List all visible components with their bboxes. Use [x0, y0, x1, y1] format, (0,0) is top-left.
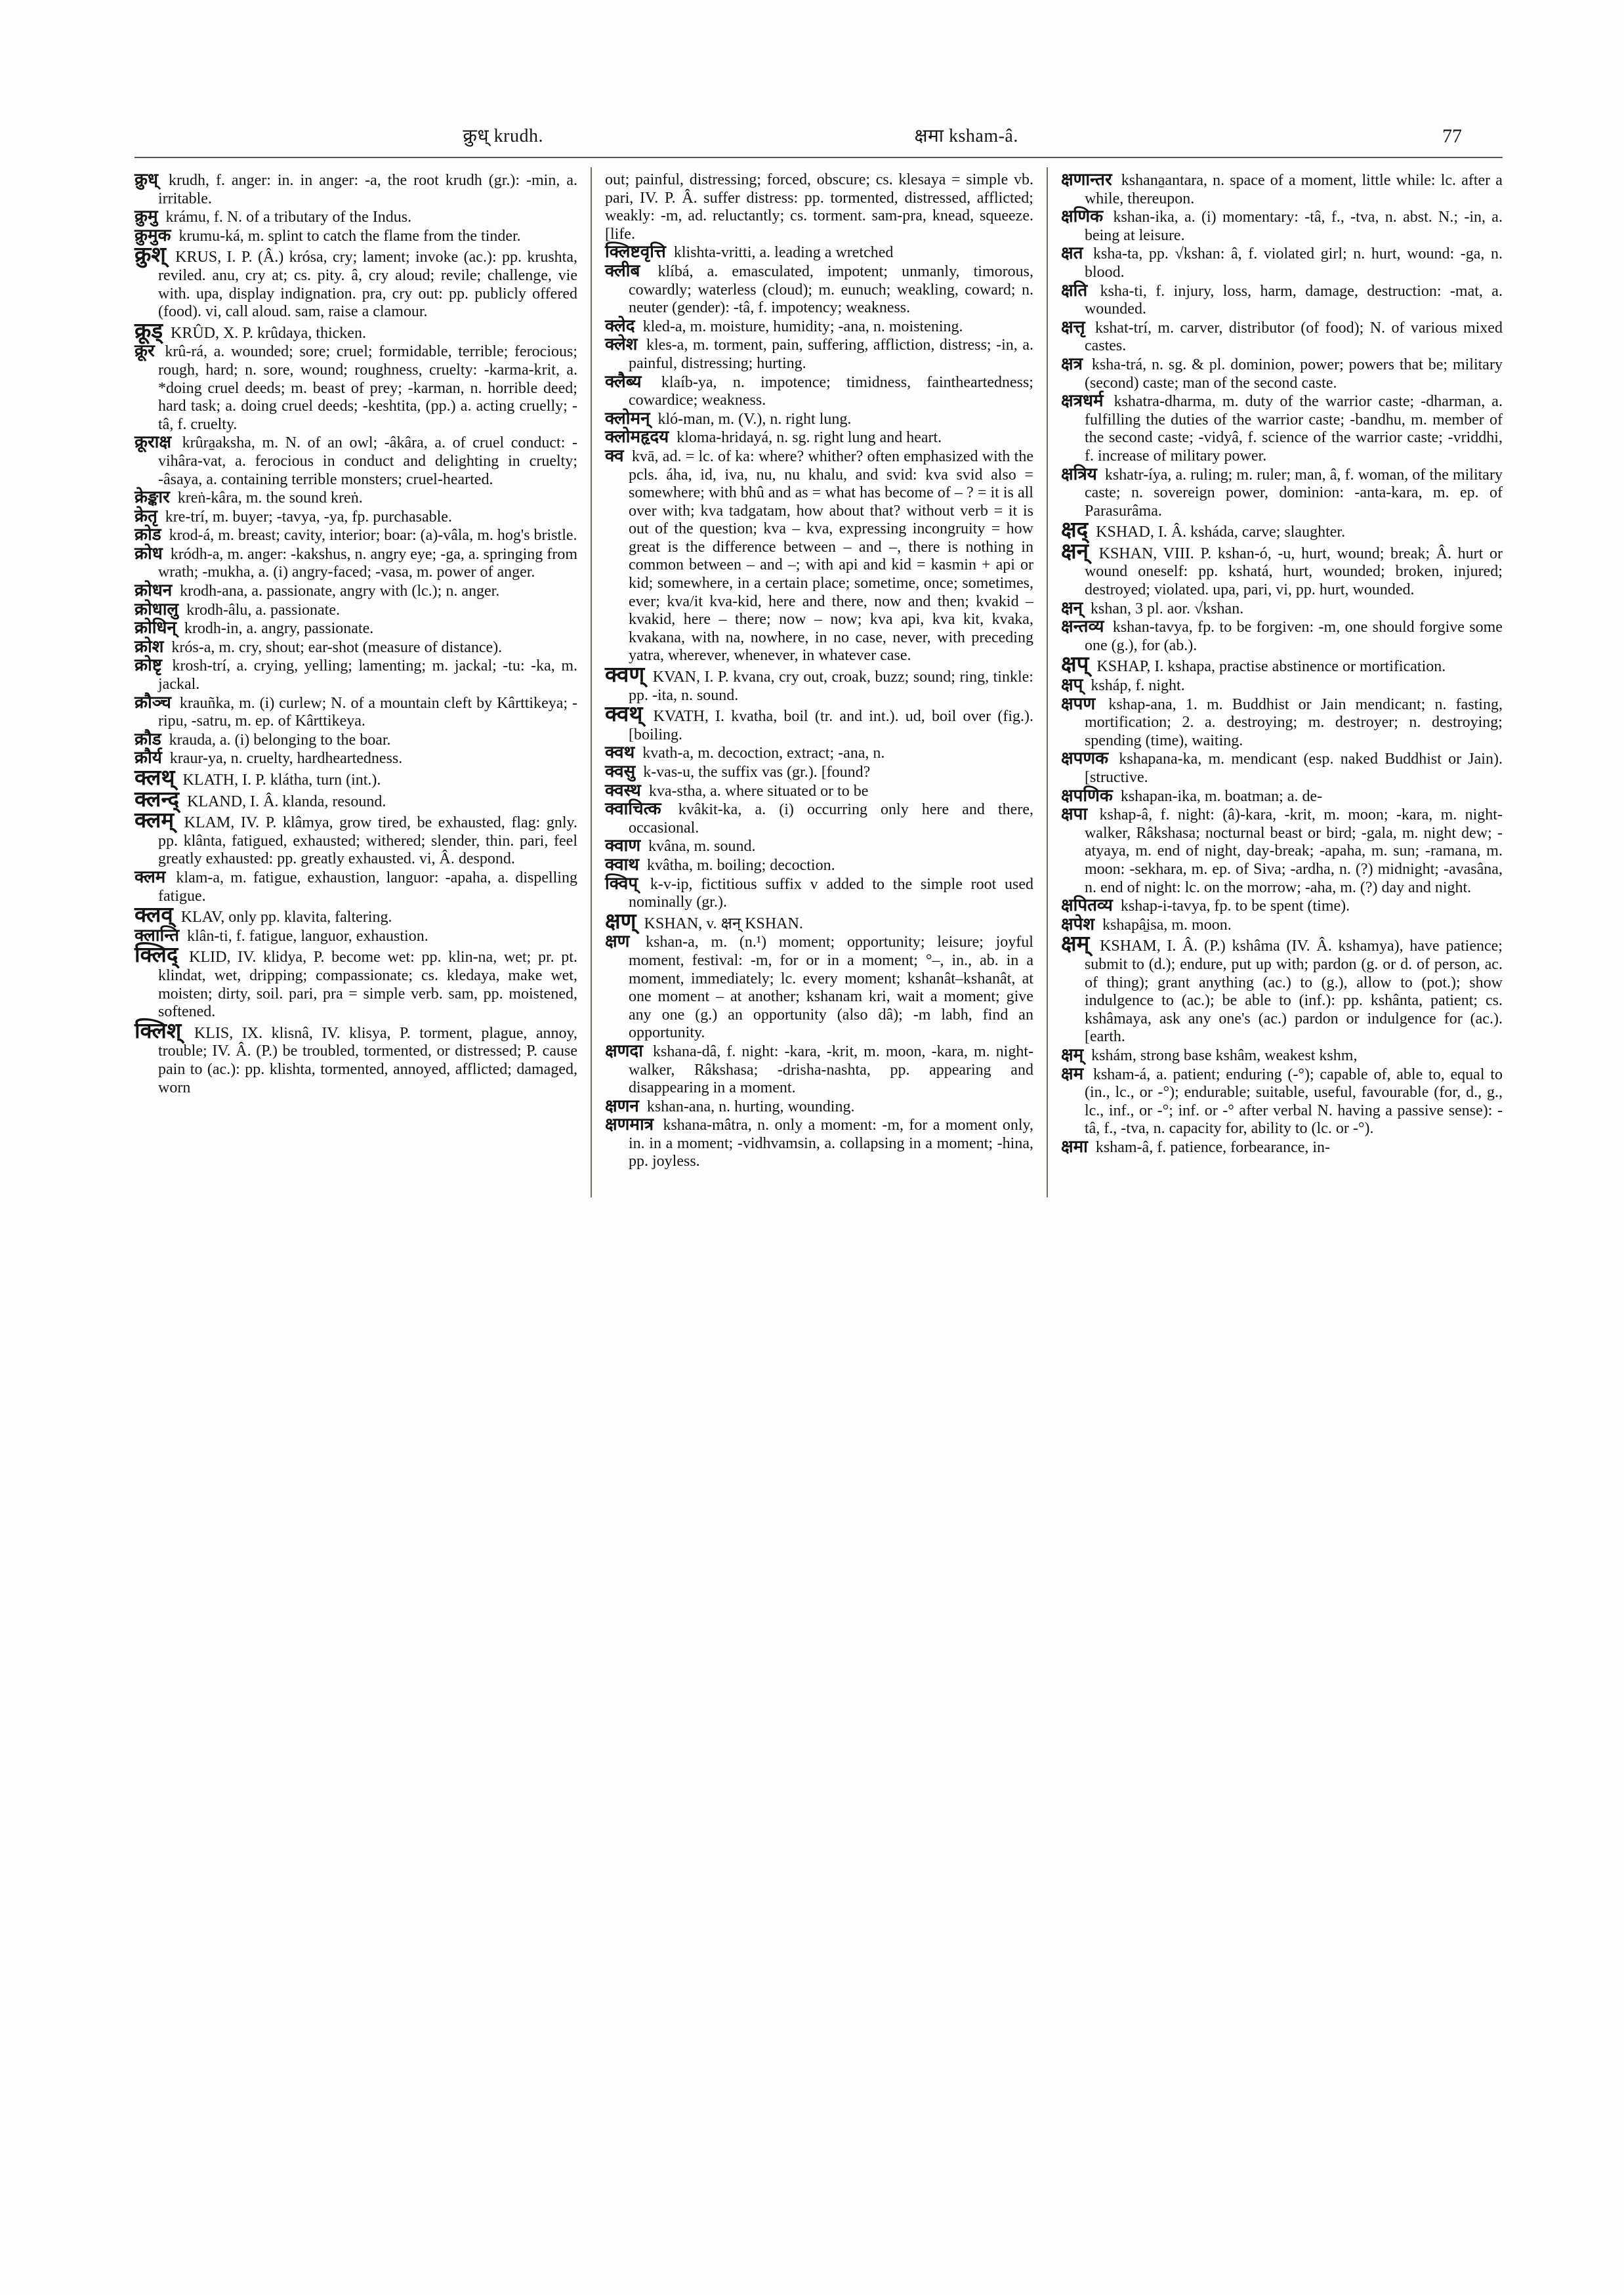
dictionary-entry	[135, 582, 577, 601]
dictionary-entry	[1061, 750, 1503, 787]
headword-devanagari: क्षत्रिय	[1060, 464, 1097, 484]
headword-devanagari: क्वाण	[604, 836, 641, 856]
dictionary-entry	[135, 241, 577, 321]
entry-definition: kshana-mâtra, n. only a moment: -m, for a moment only, in. in a moment; -vidhvamsin, a. collapsing in a moment; -hina, pp. joyless.	[628, 1117, 1033, 1170]
guide-word-right: क्षमा ksham-â.	[914, 126, 1018, 146]
dictionary-entry	[135, 869, 577, 905]
headword-devanagari: क्षण	[604, 932, 630, 952]
entry-definition: klíbá, a. emasculated, impotent; unmanly, timorous, cowardly; waterless (cloud); m. eunuch; weakling, coward; n. neuter (gender): -tâ, f. impotency; weakness.	[628, 262, 1033, 317]
entry-definition: KLAND, I. Â. klanda, resound.	[187, 793, 386, 810]
entry-definition: ksháp, f. night.	[1091, 677, 1185, 695]
headword-devanagari: क्विप्	[604, 873, 638, 894]
entry-definition: kló-man, m. (V.), n. right lung.	[657, 410, 852, 428]
dictionary-entry	[135, 227, 577, 246]
dictionary-entry	[1060, 930, 1503, 1046]
dictionary-entry	[605, 428, 1033, 447]
entry-definition: KLAM, IV. P. klâmya, grow tired, be exhausted, flag: gnly. pp. klânta, fatigued, exhausted; withered; slender, thin. pari, feel greatly exhausted: pp. greatly exhausted. vi, Â. despond.	[158, 814, 577, 868]
headword-devanagari: क्रूर	[135, 341, 155, 362]
dictionary-entry	[135, 208, 577, 227]
headword-devanagari: क्षण्	[604, 907, 636, 934]
headword-devanagari: क्लम	[135, 867, 166, 887]
headword-devanagari: क्वण्	[604, 661, 645, 688]
entry-definition: kshatr-íya, a. ruling; m. ruler; man, â, f. woman, of the military caste; n. sovereign power, dominion: -anta-kara, m. ep. of Parasurâma.	[1084, 466, 1503, 520]
entry-definition: krudh, f. anger: in. in anger: -a, the root krudh (gr.): -min, a. irritable.	[158, 172, 577, 207]
entry-definition: krosh-trí, a. crying, yelling; lamenting; m. jackal; -tu: -ka, m. jackal.	[158, 657, 577, 693]
entry-definition: krauda, a. (i) belonging to the boar.	[169, 731, 391, 749]
entry-definition: kshapana-ka, m. mendicant (esp. naked Buddhist or Jain). [structive.	[1084, 751, 1503, 786]
dictionary-entry	[605, 933, 1033, 1043]
dictionary-entry	[135, 807, 577, 869]
headword-devanagari: क्षपा	[1060, 804, 1088, 825]
dictionary-entry	[135, 508, 577, 527]
dictionary-entry	[605, 744, 1033, 763]
entry-definition: kshapâ̱isa, m. moon.	[1102, 916, 1232, 934]
entry-definition: kva-stha, a. where situated or to be	[648, 782, 869, 800]
headword-devanagari: क्लोमन्	[604, 408, 650, 428]
headword-devanagari: क्वाचित्क	[604, 799, 661, 819]
entry-definition: krodh-âlu, a. passionate.	[186, 601, 340, 619]
headword-devanagari: क्षमा	[1060, 1136, 1088, 1157]
entry-definition: kreṅ-kâra, m. the sound kreṅ.	[177, 489, 363, 507]
headword-devanagari: क्लथ्	[135, 764, 175, 790]
headword-devanagari: क्षपण	[1060, 693, 1096, 714]
dictionary-entry	[605, 856, 1033, 875]
dictionary-entry	[1060, 516, 1503, 543]
headword-devanagari: क्रेङ्कार	[135, 487, 170, 508]
entry-definition: kshan-tavya, fp. to be forgiven: -m, one should forgive some one (g.), for (ab.).	[1084, 619, 1503, 654]
headword-devanagari: क्रौड	[135, 729, 161, 749]
entry-definition: KSHAD, I. Â. ksháda, carve; slaughter.	[1096, 524, 1346, 541]
dictionary-entry	[1061, 392, 1503, 465]
entry-definition: KVATH, I. kvatha, boil (tr. and int.). ud, boil over (fig.). [boiling.	[628, 708, 1033, 743]
headword-devanagari: क्रौर्य	[135, 748, 162, 768]
headword-devanagari: क्षत्तृ	[1060, 317, 1085, 337]
entry-definition: kre-trí, m. buyer; -tavya, -ya, fp. purchasable.	[165, 508, 452, 526]
dictionary-entry	[135, 694, 577, 731]
dictionary-entry	[605, 243, 1033, 262]
dictionary-entry	[604, 661, 1033, 705]
dictionary-entry	[1060, 537, 1503, 600]
dictionary-entry	[135, 749, 577, 768]
headword-devanagari: क्रोश	[135, 636, 164, 657]
dictionary-entry	[1061, 319, 1503, 356]
entry-definition: KLID, IV. klidya, P. become wet: pp. klin-na, wet; pr. pt. klindat, wet, dripping; compassionate; cs. kledaya, make wet, moisten; dirty, soil. pari, pra = simple verb. sam, pp. moistened, softened.	[158, 949, 577, 1021]
dictionary-entry	[604, 701, 1033, 744]
dictionary-entry	[1061, 245, 1503, 281]
entry-definition: ksha-trá, n. sg. & pl. dominion, power; powers that be; military (second) caste; man of the second caste.	[1084, 356, 1503, 392]
guide-word-left: क्रुध् krudh.	[463, 126, 543, 146]
headword-devanagari: क्रोधन	[135, 581, 173, 601]
headword-devanagari: क्षत	[1060, 243, 1083, 264]
header-rule	[135, 157, 1503, 158]
dictionary-entry	[135, 901, 577, 928]
entry-definition: klam-a, m. fatigue, exhaustion, languor: -apaha, a. dispelling fatigue.	[158, 869, 577, 905]
headword-devanagari: क्षम	[1060, 1064, 1084, 1084]
entry-definition: kshám, strong base kshâm, weakest kshm,	[1091, 1046, 1358, 1064]
entry-definition: kloma-hridayá, n. sg. right lung and heart.	[677, 429, 942, 447]
dictionary-entry	[135, 526, 577, 545]
entry-definition: kvā, ad. = lc. of ka: where? whither? often emphasized with the pcls. áha, id, iva, nu, nu khalu, and svid: kva svid also = somewhere; with bhû and as = what has become of – ? = it is all over with; kva tadgatam, how about that? without verb = it is out of the question; kva – kva, expressing incongruity = how great is the difference between – and –, there is nothing in common between – and –; with api and kid = kasmin + api or kid; somewhere, in a certain place; sometime, once; sometimes, ever; kva/it kva-kid, here and there, now and then; kvakid – kvakid, here – there; now – now; kva api, kva kit, kvaka, kvakana, with na, nowhere, in no case, never, with preceding yatra, wherever, whenever, in whatever case.	[628, 447, 1033, 665]
dictionary-entry	[605, 1043, 1033, 1098]
entry-definition: out; painful, distressing; forced, obscure; cs. klesaya = simple vb. pari, IV. P. Â. suffer distress: pp. tormented, distressed, afflicted; weakly: -m, ad. reluctantly; cs. torment. sam-pra, knead, squeeze. [life.	[604, 171, 1033, 243]
page-number: 77	[1442, 125, 1462, 147]
headword-devanagari: क्लीब	[604, 260, 640, 281]
dictionary-entry	[135, 317, 577, 343]
dictionary-entry	[605, 837, 1033, 856]
dictionary-entry	[1061, 618, 1503, 655]
entry-definition: kródh-a, m. anger: -kakshus, n. angry eye; -ga, a. springing from wrath; -mukha, a. (i) angry-faced; -vasa, m. power of anger.	[158, 545, 577, 581]
headword-devanagari: क्रौञ्च	[135, 692, 171, 713]
dictionary-entry	[1060, 651, 1503, 677]
headword-devanagari: क्लेद	[604, 316, 635, 336]
dictionary-entry	[605, 875, 1033, 912]
dictionary-entry	[135, 941, 577, 1021]
entry-definition: klân-ti, f. fatigue, languor, exhaustion.	[187, 927, 428, 945]
headword-devanagari: क्षत्र	[1060, 354, 1083, 374]
headword-devanagari: क्वथ्	[604, 701, 643, 727]
dictionary-entry	[135, 638, 577, 657]
entry-definition: KLAV, only pp. klavita, faltering.	[180, 909, 392, 926]
headword-devanagari: क्लिश्	[135, 1017, 182, 1043]
headword-devanagari: क्षपितव्य	[1060, 896, 1113, 916]
entry-definition: krumu-ká, m. splint to catch the flame from the tinder.	[178, 227, 521, 245]
dictionary-entry	[1061, 695, 1503, 751]
headword-devanagari: क्लिद्	[135, 941, 178, 968]
headword-devanagari: क्रोधालु	[135, 599, 179, 619]
entry-definition: KRUS, I. P. (Â.) krósa, cry; lament; invoke (ac.): pp. krushta, reviled. anu, cry at; cs. pity. â, cry aloud; revile; challenge, vie with. upa, display indignation. pra, cry out: pp. publicly offered (food). vi, call aloud. sam, raise a clamour.	[158, 249, 577, 321]
dictionary-entry	[135, 434, 577, 489]
entry-definition: kraur-ya, n. cruelty, hardheartedness.	[169, 750, 403, 768]
dictionary-entry	[605, 1098, 1033, 1117]
headword-devanagari: क्रूड्	[135, 317, 163, 343]
dictionary-entry	[605, 447, 1033, 665]
entry-definition: KSHAN, VIII. P. kshan-ó, -u, hurt, wound; break; Â. hurt or wound oneself: pp. kshatá, hurt, wounded; broken, injured; destroyed; violated. upa, pari, vi, pp. hurt, wounded.	[1084, 545, 1503, 599]
column-3	[1047, 167, 1503, 1197]
dictionary-entry	[605, 410, 1033, 429]
dictionary-entry	[605, 318, 1033, 337]
entry-definition: ksha-ti, f. injury, loss, harm, damage, destruction: -mat, a. wounded.	[1084, 282, 1503, 318]
headword-devanagari: क्षणिक	[1060, 207, 1104, 227]
dictionary-entry	[135, 619, 577, 638]
dictionary-entry	[1061, 1138, 1503, 1157]
dictionary-entry	[1061, 600, 1503, 619]
dictionary-entry	[1061, 171, 1503, 208]
dictionary-entry	[135, 601, 577, 620]
dictionary-entry	[135, 171, 577, 208]
dictionary-entry	[135, 731, 577, 750]
entry-definition: kvath-a, m. decoction, extract; -ana, n.	[642, 745, 885, 762]
entry-definition: krodh-in, a. angry, passionate.	[184, 620, 374, 638]
headword-devanagari: क्षप्	[1060, 675, 1083, 695]
headword-devanagari: क्षणान्तर	[1060, 170, 1112, 190]
dictionary-entry	[1061, 1046, 1503, 1065]
entry-definition: KSHAM, I. Â. (P.) kshâma (IV. Â. kshamya), have patience; submit to (d.); endure, put up with; pardon (g. or d. of person, ac. of thing); grant anything (ac.) to (g.), allow to (pot.); show indulgence to (ac.); be able to (inf.): pp. kshânta, patient; cs. kshâmaya, ask any one's (ac.) pardon or indulgence for (ac.). [earth.	[1084, 938, 1503, 1046]
entry-definition: kled-a, m. moisture, humidity; -ana, n. moistening.	[642, 318, 963, 335]
headword-devanagari: क्रोधिन्	[135, 618, 177, 638]
entry-definition: KLATH, I. P. klátha, turn (int.).	[182, 772, 381, 789]
entry-definition: KLIS, IX. klisnâ, IV. klisya, P. torment, plague, annoy, trouble; IV. Â. (P.) be troubled, tormented, or distressed; P. cause pain to (ac.): pp. klishta, tormented, annoyed, afflicted; damaged, worn	[158, 1024, 577, 1096]
headword-devanagari: क्लेश	[604, 335, 638, 355]
column-2	[591, 167, 1047, 1197]
headword-devanagari: क्रुमुक	[135, 225, 171, 245]
headword-devanagari: क्षम्	[1060, 930, 1090, 957]
headword-devanagari: क्षति	[1060, 280, 1088, 300]
headword-devanagari: क्षप्	[1060, 651, 1089, 677]
headword-devanagari: क्रूराक्ष	[135, 432, 171, 453]
dictionary-entry	[605, 763, 1033, 782]
entry-definition: kshana̱antara, n. space of a moment, little while: lc. after a while, thereupon.	[1084, 172, 1503, 207]
headword-devanagari: क्लान्ति	[135, 925, 180, 945]
entry-definition: kvâtha, m. boiling; decoction.	[646, 856, 835, 874]
entry-definition: kles-a, m. torment, pain, suffering, affliction, distress; -in, a. painful, distressing; hurting.	[628, 337, 1033, 372]
headword-devanagari: क्रुध्	[135, 170, 158, 190]
headword-devanagari: क्षन्	[1060, 537, 1089, 564]
headword-devanagari: क्वाथ	[604, 854, 639, 875]
dictionary-entry	[605, 800, 1033, 837]
entry-definition: krûra̱aksha, m. N. of an owl; -âkâra, a. of cruel conduct: -vihâra-vat, a. ferocious in conduct and delighting in cruelty; -âsaya, a. containing terrible monsters; cruel-hearted.	[158, 434, 577, 488]
dictionary-entry	[1061, 676, 1503, 695]
dictionary-entry	[1061, 897, 1503, 916]
entry-definition: klaíb-ya, n. impotence; timidness, faintheartedness; cowardice; weakness.	[628, 373, 1033, 409]
headword-devanagari: क्लन्द्	[135, 785, 180, 812]
headword-devanagari: क्षपणिक	[1060, 785, 1113, 806]
headword-devanagari: क्षणमात्र	[604, 1115, 654, 1135]
dictionary-entry	[1061, 282, 1503, 319]
entry-definition: kvâna, m. sound.	[648, 838, 756, 856]
dictionary-entry	[605, 373, 1033, 410]
entry-definition: KRÛD, X. P. krûdaya, thicken.	[171, 324, 366, 342]
entry-definition: k-vas-u, the suffix vas (gr.). [found?	[643, 764, 871, 781]
headword-devanagari: क्वथ	[604, 743, 635, 763]
entry-definition: kshana-dâ, f. night: -kara, -krit, m. moon, -kara, m. night-walker, Râkshasa; -drisha-nashta, pp. appearing and disappearing in a moment.	[628, 1043, 1033, 1097]
entry-definition: krodh-ana, a. passionate, angry with (lc.); n. anger.	[180, 583, 500, 600]
entry-definition: krod-á, m. breast; cavity, interior; boar: (a)-vâla, m. hog's bristle.	[169, 527, 577, 545]
headword-devanagari: क्रेतृ	[135, 506, 157, 526]
entry-definition: kshat-trí, m. carver, distributor (of food); N. of various mixed castes.	[1084, 319, 1503, 355]
dictionary-entry	[1061, 787, 1503, 806]
column-1	[135, 167, 591, 1197]
headword-devanagari: क्रोड	[135, 525, 161, 545]
headword-devanagari: क्लोमहृदय	[604, 427, 669, 447]
entry-definition: ksham-â, f. patience, forbearance, in-	[1095, 1138, 1331, 1156]
entry-definition: krauñka, m. (i) curlew; N. of a mountain cleft by Kârttikeya; -ripu, -satru, m. ep. of Kârttikeya.	[158, 694, 577, 730]
entry-definition: kshatra-dharma, m. duty of the warrior caste; -dharman, a. fulfilling the duties of the warrior caste; -bandhu, m. member of the second caste; -vidyâ, f. science of the warrior caste; -vriddhi, f. increase of military power.	[1084, 393, 1503, 465]
headword-devanagari: क्व	[604, 445, 624, 466]
entry-definition: kshap-â, f. night: (â)-kara, -krit, m. moon; -kara, m. night-walker, Râkshasa; nocturnal beast or bird; -gala, m. night dew; -atyaya, m. end of night, day-break; -apaha, m. sun; -ramana, m. moon: -sekhara, m. ep. of Siva; -ardha, n. (?) midnight; -avasâna, n. end of night: lc. on the morrow; -aha, m. (?) day and night.	[1084, 806, 1503, 896]
headword-devanagari: क्रोष्टृ	[135, 655, 162, 676]
headword-devanagari: क्वसु	[604, 762, 636, 781]
headword-devanagari: क्षणन	[604, 1096, 639, 1116]
running-head	[135, 115, 1503, 157]
headword-devanagari: क्षन्तव्य	[1060, 617, 1104, 637]
headword-devanagari: क्लिष्टवृत्ति	[604, 242, 666, 262]
dictionary-entry	[1061, 208, 1503, 245]
entry-definition: kshap-i-tavya, fp. to be spent (time).	[1120, 898, 1350, 915]
dictionary-entry	[135, 545, 577, 582]
dictionary-entry	[605, 336, 1033, 373]
headword-devanagari: क्षपेश	[1060, 914, 1095, 934]
headword-devanagari: क्लैब्य	[604, 371, 642, 392]
dictionary-entry	[1061, 1065, 1503, 1138]
dictionary-entry	[1061, 916, 1503, 935]
dictionary-entry	[135, 764, 577, 790]
headword-devanagari: क्रुमु	[135, 207, 158, 227]
headword-devanagari: क्षद्	[1060, 516, 1089, 543]
entry-definition: kshap-ana, 1. m. Buddhist or Jain mendicant; n. fasting, mortification; 2. a. destroying; m. destroyer; n. destroying; spending (time), waiting.	[1084, 695, 1503, 749]
dictionary-entry	[1061, 356, 1503, 392]
dictionary-entry	[605, 171, 1033, 243]
dictionary-entry	[1061, 466, 1503, 521]
dictionary-entry	[135, 927, 577, 946]
headword-devanagari: क्षपणक	[1060, 749, 1109, 769]
headword-devanagari: क्रुश्	[135, 241, 166, 268]
entry-definition: ksha-ta, pp. √kshan: â, f. violated girl; n. hurt, wound: -ga, n. blood.	[1084, 245, 1503, 281]
entry-definition: KVAN, I. P. kvana, cry out, croak, buzz; sound; ring, tinkle: pp. -ita, n. sound.	[628, 669, 1033, 704]
entry-definition: ksham-á, a. patient; enduring (-°); capable of, able to, equal to (in., lc., or -°); endurable; suitable, useful, favourable (for, d., g., lc., inf., or -°; inf. or -° after verbal N. having a passive sense): -tâ, f., -tva, n. capacity for, ability to (lc. or -°).	[1084, 1065, 1503, 1138]
dictionary-entry	[135, 657, 577, 693]
entry-definition: kshan-a, m. (n.¹) moment; opportunity; leisure; joyful moment, festival: -m, for or in a moment; °–, in., ab. in a moment, immediately; lc. every moment; kshanât–kshanât, at one moment – at another; kshanam kri, wait a moment; give any one (g.) an opportunity (also dâ); -m labh, find an opportunity.	[628, 934, 1033, 1042]
headword-devanagari: क्वस्थ	[604, 780, 641, 800]
headword-devanagari: क्षणदा	[604, 1041, 643, 1061]
headword-devanagari: क्षत्रधर्म	[1060, 391, 1104, 411]
entry-definition: KSHAN, v. क्षन् KSHAN.	[644, 915, 803, 932]
dictionary-entry	[135, 1017, 577, 1097]
dictionary-entry	[1061, 806, 1503, 897]
dictionary-entry	[135, 489, 577, 508]
entry-definition: kshan-ika, a. (i) momentary: -tâ, f., -tva, n. abst. N.; -in, a. being at leisure.	[1084, 209, 1503, 244]
entry-definition: KSHAP, I. kshapa, practise abstinence or mortification.	[1096, 658, 1446, 676]
entry-definition: krós-a, m. cry, shout; ear-shot (measure of distance).	[171, 638, 503, 656]
entry-definition: krû-rá, a. wounded; sore; cruel; formidable, terrible; ferocious; rough, hard; n. sore, wound; roughness, cruelty: -karma-krit, a. *doing cruel deeds; m. beast of prey; -karman, n. horrible deed; hard task; a. doing cruel deeds; -keshtita, (pp.) a. acting cruelly; -tâ, f. cruelty.	[158, 343, 577, 433]
headword-devanagari: क्षन्	[1060, 598, 1083, 618]
entry-definition: klishta-vritti, a. leading a wretched	[673, 244, 894, 262]
entry-definition: kvâkit-ka, a. (i) occurring only here and there, occasional.	[628, 801, 1033, 837]
entry-definition: krámu, f. N. of a tributary of the Indus.	[165, 209, 412, 226]
headword-devanagari: क्लव्	[135, 901, 173, 928]
headword-devanagari: क्लम्	[135, 807, 175, 833]
entry-definition: kshapan-ika, m. boatman; a. de-	[1120, 787, 1323, 805]
dictionary-entry	[605, 262, 1033, 318]
entry-definition: kshan, 3 pl. aor. √kshan.	[1091, 600, 1244, 617]
headword-devanagari: क्रोध	[135, 543, 163, 564]
entry-definition: k-v-ip, fictitious suffix v added to the simple root used nominally (gr.).	[628, 875, 1033, 911]
dictionary-entry	[135, 342, 577, 434]
dictionary-columns	[135, 167, 1503, 1197]
dictionary-entry	[605, 782, 1033, 801]
headword-devanagari: क्षम्	[1060, 1044, 1084, 1065]
entry-definition: kshan-ana, n. hurting, wounding.	[646, 1098, 855, 1115]
dictionary-entry	[135, 785, 577, 812]
dictionary-entry	[604, 907, 1033, 934]
dictionary-entry	[605, 1116, 1033, 1171]
